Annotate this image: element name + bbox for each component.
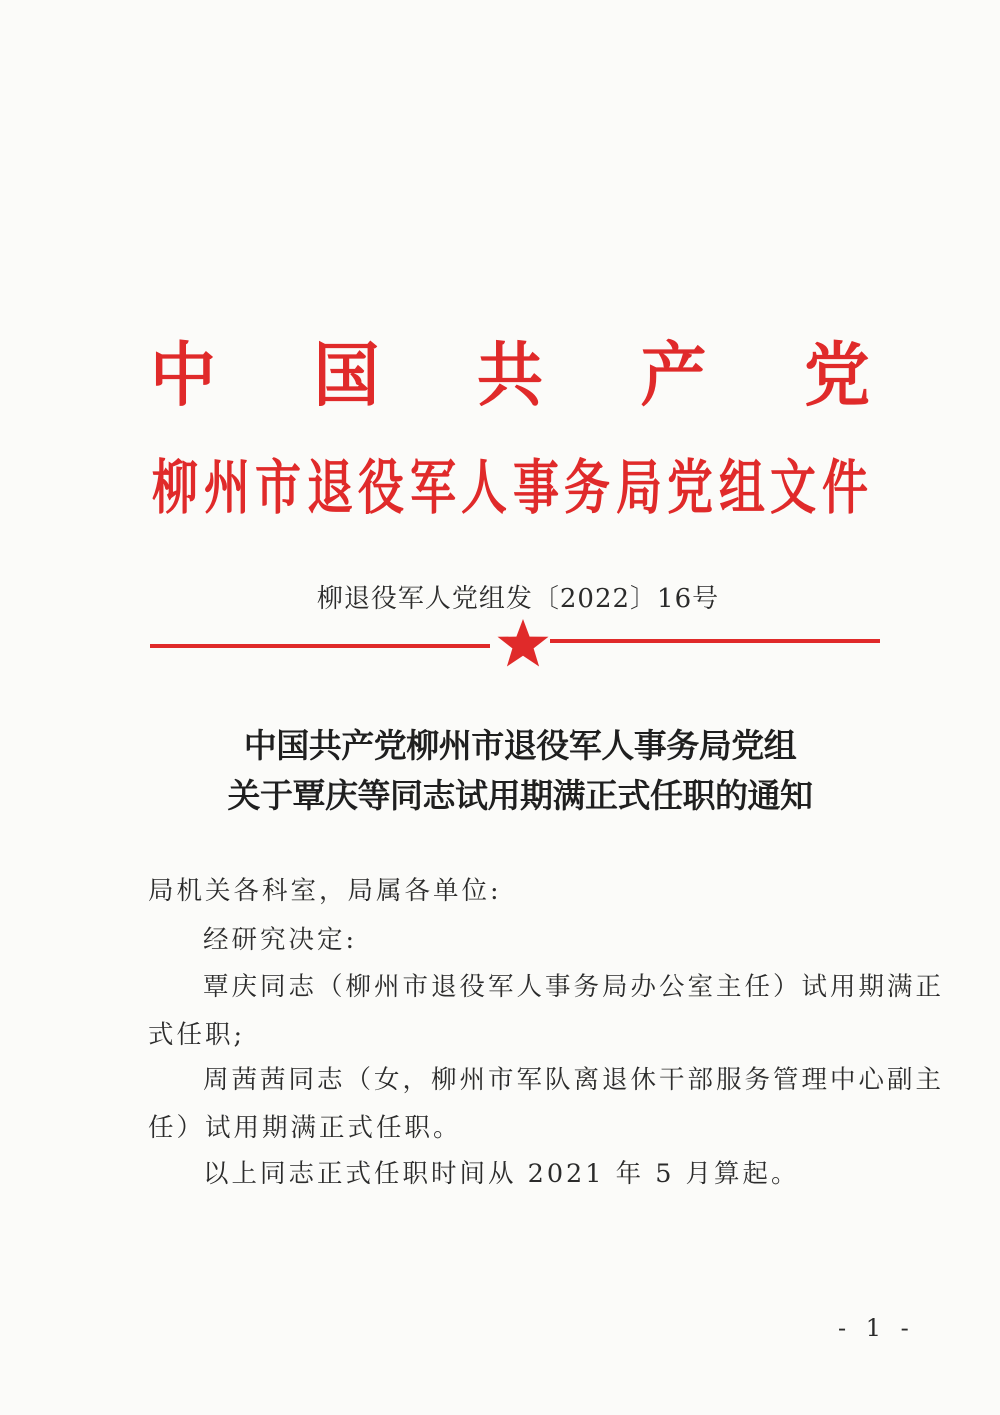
header-char: 役 — [358, 453, 405, 523]
separator-line-left — [150, 644, 490, 648]
red-star-icon — [495, 616, 551, 672]
header-char: 人 — [461, 453, 508, 523]
document-number: 柳退役军人党组发〔2022〕16号 — [316, 584, 720, 614]
header-char: 共 — [477, 335, 543, 416]
page-number: - 1 - — [838, 1314, 915, 1342]
closing-paragraph: 以上同志正式任职时间从 2021 年 5 月算起。 — [203, 1159, 800, 1189]
header-char: 退 — [306, 453, 353, 523]
header-char: 事 — [512, 453, 559, 523]
header-char: 军 — [409, 453, 456, 523]
header-char: 党 — [667, 453, 714, 523]
appointment-1-line2: 式任职; — [148, 1020, 246, 1050]
header-char: 文 — [770, 453, 817, 523]
header-char: 务 — [564, 453, 611, 523]
header-char: 中 — [150, 335, 216, 416]
header-char: 组 — [718, 453, 765, 523]
notice-title-line1: 中国共产党柳州市退役军人事务局党组 — [243, 726, 797, 765]
intro-paragraph: 经研究决定: — [203, 925, 358, 955]
header-document-type — [150, 448, 870, 528]
header-char: 局 — [615, 453, 662, 523]
header-char: 柳 — [152, 453, 198, 523]
header-char: 市 — [255, 453, 302, 523]
header-char: 产 — [640, 335, 707, 416]
header-char: 州 — [203, 453, 250, 523]
notice-title-line2: 关于覃庆等同志试用期满正式任职的通知 — [227, 776, 813, 815]
header-char: 件 — [821, 453, 868, 523]
appointment-2-line2: 任）试用期满正式任职。 — [148, 1113, 462, 1143]
header-org-name — [150, 336, 870, 416]
appointment-2-line1: 周茜茜同志（女，柳州市军队离退休干部服务管理中心副主 — [203, 1065, 945, 1095]
addressee: 局机关各科室，局属各单位: — [148, 876, 502, 906]
header-char: 国 — [313, 335, 380, 416]
separator-line-right — [550, 639, 880, 643]
header-char: 党 — [804, 335, 870, 416]
appointment-1-line1: 覃庆同志（柳州市退役军人事务局办公室主任）试用期满正 — [203, 972, 945, 1002]
